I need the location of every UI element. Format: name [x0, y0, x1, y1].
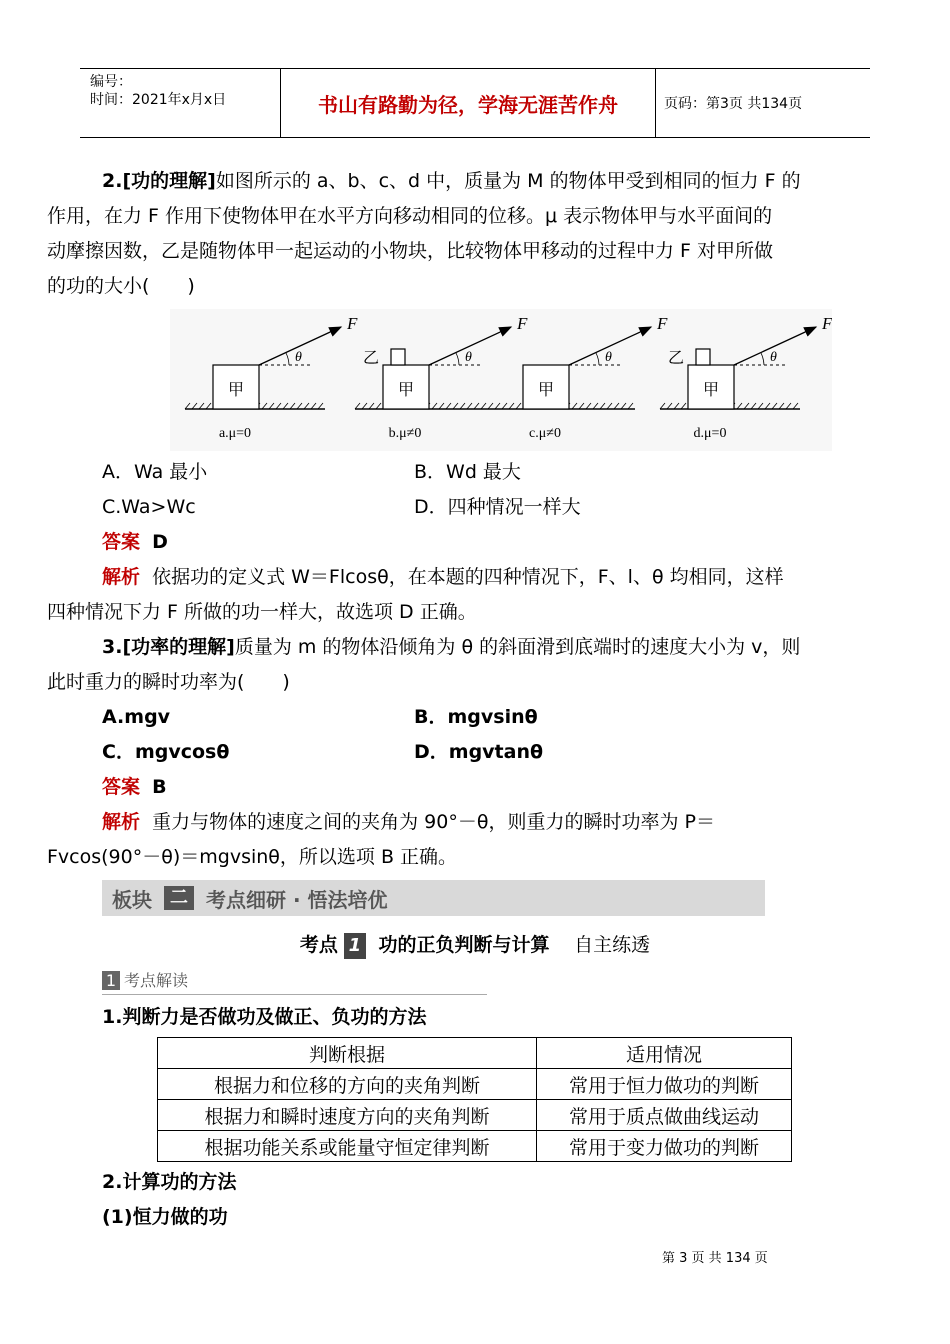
block-yi-label: 乙 — [362, 348, 380, 367]
ground-hatch — [495, 403, 500, 409]
q2-answer-label: 答案 — [102, 531, 141, 553]
ground-hatch — [311, 403, 316, 409]
ground-hatch — [516, 403, 521, 409]
q2-text-1: 如图所示的 a、b、c、d 中，质量为 M 的物体甲受到相同的恒力 F 的 — [215, 170, 801, 192]
section-band — [102, 880, 765, 916]
topic-mode: 自主练透 — [574, 934, 651, 956]
q2-option-c: C.Wa>Wc — [102, 496, 196, 518]
band-number: 二 — [164, 886, 194, 910]
ground-hatch — [751, 403, 756, 409]
ground-hatch — [304, 403, 309, 409]
table-row — [158, 1069, 792, 1100]
topic-heading — [0, 930, 950, 959]
ground-hatch — [579, 403, 584, 409]
ground-hatch — [607, 403, 612, 409]
q2-answer-line — [102, 525, 168, 560]
angle-label: θ — [465, 350, 472, 365]
topic-title: 功的正负判断与计算 — [378, 934, 550, 956]
ground-hatch — [439, 403, 444, 409]
ground-hatch — [681, 403, 686, 409]
panel-caption: a.μ=0 — [218, 426, 252, 441]
ground-hatch — [467, 403, 472, 409]
panel-caption: d.μ=0 — [693, 426, 727, 441]
ground-hatch — [744, 403, 749, 409]
ground-hatch — [185, 403, 190, 409]
topic-number: 1 — [344, 933, 366, 959]
block-jia-label: 甲 — [227, 380, 245, 399]
ground-hatch — [262, 403, 267, 409]
block-yi — [391, 349, 405, 365]
q3-explanation-line-1 — [102, 805, 715, 840]
q2-option-b: B．Wd 最大 — [414, 461, 521, 483]
q3-explanation-line-2: Fvcos(90°－θ)＝mgvsinθ，所以选项 B 正确。 — [47, 846, 458, 868]
table-header: 判断根据 — [158, 1038, 537, 1069]
method-table — [157, 1037, 792, 1162]
q2-line-4: 的功的大小( ) — [47, 275, 195, 297]
ground-hatch — [660, 403, 665, 409]
header-motto: 书山有路勤为径，学海无涯苦作舟 — [280, 69, 656, 137]
q2-explanation-line-1 — [102, 560, 784, 595]
ground-hatch — [628, 403, 633, 409]
angle-arc — [596, 353, 599, 365]
ground-hatch — [737, 403, 742, 409]
header-time: 时间：2021年x月x日 — [90, 92, 227, 108]
ground-hatch — [318, 403, 323, 409]
page-footer: 第 3 页 共 134 页 — [662, 1251, 768, 1266]
q3-answer: B — [152, 776, 167, 798]
q3-line-2: 此时重力的瞬时功率为( ) — [47, 671, 290, 693]
ground-hatch — [572, 403, 577, 409]
q3-answer-label: 答案 — [102, 776, 141, 798]
header-page-info: 页码：第3页 共134页 — [664, 96, 803, 112]
subsection-title: 考点解读 — [124, 971, 189, 990]
ground-hatch — [488, 403, 493, 409]
ground-hatch — [779, 403, 784, 409]
block-jia-label: 甲 — [397, 380, 415, 399]
q3-text-1: 质量为 m 的物体沿倾角为 θ 的斜面滑到底端时的速度大小为 v，则 — [234, 636, 801, 658]
ground-hatch — [586, 403, 591, 409]
ground-hatch — [786, 403, 791, 409]
ground-hatch — [793, 403, 798, 409]
table-header: 适用情况 — [537, 1038, 792, 1069]
ground-hatch — [355, 403, 360, 409]
q2-line-3: 动摩擦因数，乙是随物体甲一起运动的小物块，比较物体甲移动的过程中力 F 对甲所做 — [47, 240, 774, 262]
q3-answer-line — [102, 770, 167, 805]
ground-hatch — [621, 403, 626, 409]
table-header-row — [158, 1038, 792, 1069]
angle-arc — [286, 353, 289, 365]
angle-label: θ — [605, 350, 612, 365]
ground-hatch — [453, 403, 458, 409]
ground-hatch — [758, 403, 763, 409]
heading-3: (1)恒力做的功 — [102, 1206, 228, 1228]
ground-hatch — [369, 403, 374, 409]
ground-hatch — [509, 403, 514, 409]
block-jia-label: 甲 — [537, 380, 555, 399]
heading-1: 1.判断力是否做功及做正、负功的方法 — [102, 1006, 427, 1028]
q3-line-1 — [102, 630, 800, 665]
header-meta — [80, 69, 280, 137]
subsection-tag — [102, 968, 487, 995]
q3-option-b: B．mgvsinθ — [414, 706, 538, 728]
q2-tag: [功的理解] — [122, 170, 216, 192]
table-cell: 根据力和位移的方向的夹角判断 — [158, 1069, 537, 1100]
band-title: 考点细研 · 悟法培优 — [206, 887, 388, 912]
q3-option-a: A.mgv — [102, 706, 171, 728]
q3-tag: [功率的理解] — [122, 636, 235, 658]
subsection-number: 1 — [102, 971, 120, 990]
angle-label: θ — [295, 350, 302, 365]
angle-label: θ — [770, 350, 777, 365]
force-label: F — [657, 314, 668, 333]
heading-2: 2.计算功的方法 — [102, 1171, 237, 1193]
q3-number: 3. — [102, 636, 123, 658]
q2-answer: D — [152, 531, 168, 553]
ground-hatch — [376, 403, 381, 409]
q3-option-c: C．mgvcosθ — [102, 741, 230, 763]
q2-explanation-label: 解析 — [102, 566, 141, 588]
force-label: F — [347, 314, 358, 333]
block-yi — [696, 349, 710, 365]
block-yi-label: 乙 — [667, 348, 685, 367]
table-cell: 根据功能关系或能量守恒定律判断 — [158, 1131, 537, 1162]
q2-option-a: A．Wa 最小 — [102, 461, 208, 483]
ground-hatch — [290, 403, 295, 409]
ground-hatch — [460, 403, 465, 409]
ground-hatch — [600, 403, 605, 409]
topic-prefix: 考点 — [299, 934, 338, 956]
block-jia-label: 甲 — [702, 380, 720, 399]
force-figure — [170, 309, 832, 451]
ground-hatch — [192, 403, 197, 409]
q2-explanation-line-2: 四种情况下力 F 所做的功一样大，故选项 D 正确。 — [47, 601, 477, 623]
q2-explanation-text-1: 依据功的定义式 W＝Flcosθ，在本题的四种情况下，F、l、θ 均相同，这样 — [152, 566, 784, 588]
ground-hatch — [432, 403, 437, 409]
header-number: 编号： — [90, 74, 132, 90]
table-row — [158, 1100, 792, 1131]
table-cell: 常用于恒力做功的判断 — [537, 1069, 792, 1100]
angle-arc — [761, 353, 764, 365]
ground-hatch — [283, 403, 288, 409]
ground-hatch — [772, 403, 777, 409]
ground-hatch — [474, 403, 479, 409]
q3-explanation-text-1: 重力与物体的速度之间的夹角为 90°－θ，则重力的瞬时功率为 P＝ — [152, 811, 715, 833]
panel-caption: c.μ≠0 — [529, 426, 561, 441]
q3-explanation-label: 解析 — [102, 811, 141, 833]
ground-hatch — [446, 403, 451, 409]
ground-hatch — [502, 403, 507, 409]
ground-hatch — [614, 403, 619, 409]
panel-caption: b.μ≠0 — [388, 426, 422, 441]
ground-hatch — [593, 403, 598, 409]
force-label: F — [517, 314, 528, 333]
force-label: F — [822, 314, 832, 333]
band-label: 板块 — [112, 887, 152, 912]
force-diagrams — [170, 309, 832, 451]
q2-line-2: 作用，在力 F 作用下使物体甲在水平方向移动相同的位移。μ 表示物体甲与水平面间的 — [47, 205, 773, 227]
ground-hatch — [206, 403, 211, 409]
ground-hatch — [362, 403, 367, 409]
ground-hatch — [269, 403, 274, 409]
q2-line-1 — [102, 164, 801, 199]
ground-hatch — [276, 403, 281, 409]
table-cell: 根据力和瞬时速度方向的夹角判断 — [158, 1100, 537, 1131]
q3-option-d: D．mgvtanθ — [414, 741, 544, 763]
ground-hatch — [297, 403, 302, 409]
ground-hatch — [674, 403, 679, 409]
q2-option-d: D．四种情况一样大 — [414, 496, 581, 518]
angle-arc — [456, 353, 459, 365]
ground-hatch — [481, 403, 486, 409]
page-header — [80, 68, 870, 138]
table-cell: 常用于变力做功的判断 — [537, 1131, 792, 1162]
q2-number: 2. — [102, 170, 123, 192]
ground-hatch — [199, 403, 204, 409]
ground-hatch — [667, 403, 672, 409]
ground-hatch — [765, 403, 770, 409]
table-cell: 常用于质点做曲线运动 — [537, 1100, 792, 1131]
table-row — [158, 1131, 792, 1162]
